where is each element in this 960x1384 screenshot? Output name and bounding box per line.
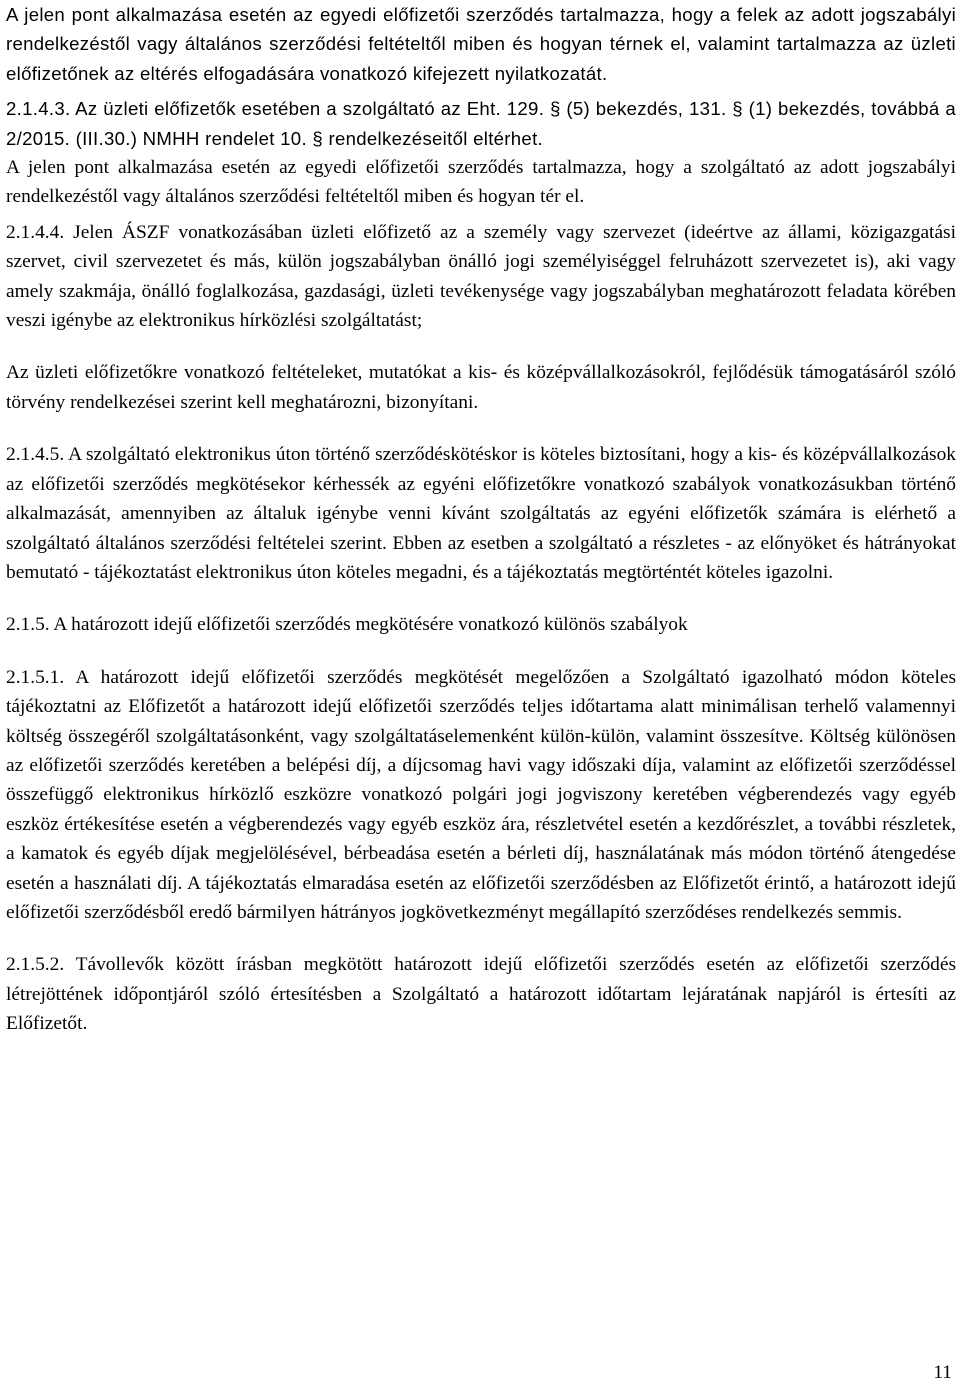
intro-paragraph: A jelen pont alkalmazása esetén az egyedi előfizetői szerződés tartalmazza, hogy a felek az adott jogszabályi rendelkezéstől vagy általános szerződési feltételtől miben és hogyan térnek el, valamint tartalmazza az üzleti előfizetőnek az eltérés elfogadására vonatkozó kifejezett nyilatkozatát. (6, 4, 956, 84)
document-page (6, 0, 956, 1039)
section-2-1-4-3-paragraph: A jelen pont alkalmazása esetén az egyedi előfizetői szerződés tartalmazza, hogy a szolgáltató az adott jogszabályi rendelkezéstől vagy általános szerződési feltételtől miben és hogyan tér el. (6, 157, 956, 208)
section-2-1-5-1-paragraph: 2.1.5.1. A határozott idejű előfizetői szerződés megkötését megelőzően a Szolgáltató igazolható módon köteles tájékoztatni az Előfizetőt a határozott idejű előfizetői szerződés teljes időtartama alatt minimálisan terhelő valamennyi költség összegéről szolgáltatásonként, vagy szolgáltatáselemenként külön-külön, valamint összesítve. Költség különösen az előfizetői szerződés keretében a belépési díj, a díjcsomag havi vagy időszaki díja, valamint az előfizetői szerződéssel összefüggő elektronikus hírközlő eszközre vonatkozó polgári jogi jogviszony keretében végberendezés vagy egyéb eszköz értékesítése esetén a végberendezés vagy egyéb eszköz ára, részletvétel esetén a kezdőrészlet, a további részletek, a kamatok és egyéb díjak megjelölésével, bérbeadása esetén a bérleti díj, használatának más módon történő átengedése esetén a használati díj. A tájékoztatás elmaradása esetén az előfizetői szerződésben az Előfizetőt érintő, a határozott idejű előfizetői szerződésből eredő bármilyen hátrányos jogkövetkezményt megállapító szerződéses rendelkezés semmis. (6, 666, 956, 923)
section-2-1-5-2-paragraph: 2.1.5.2. Távollevők között írásban megkötött határozott idejű előfizetői szerződés esetén az előfizetői szerződés létrejöttének időpontjáról szóló értesítésben a Szolgáltató a határozott időtartam lejáratának napjáról is értesíti az Előfizetőt. (6, 954, 956, 1035)
page-number: 11 (933, 1362, 952, 1383)
section-2-1-4-5-paragraph: 2.1.4.5. A szolgáltató elektronikus úton történő szerződéskötéskor is köteles biztosítani, hogy a kis- és középvállalkozások az előfizetői szerződés megkötésekor kérhessék az egyéni előfizetőkre vonatkozó szabályok vonatkozásukban történő alkalmazását, amennyiben az általuk igénybe venni kívánt szolgáltatás az egyéni előfizetők számára is elérhető a szolgáltató általános szerződési feltételei szerint. Ebben az esetben a szolgáltató a részletes - az előnyöket és hátrányokat bemutató - tájékoztatást elektronikus úton köteles megadni, és a tájékoztatás megtörténtét köteles igazolni. (6, 444, 956, 583)
section-2-1-5-heading: 2.1.5. A határozott idejű előfizetői szerződés megkötésére vonatkozó különös szabályok (6, 614, 688, 636)
section-2-1-4-3-heading: 2.1.4.3. Az üzleti előfizetők esetében a szolgáltató az Eht. 129. § (5) bekezdés, 131. § (1) bekezdés, továbbá a 2/2015. (III.30.) NMHH rendelet 10. § rendelkezéseitől eltérhet. (6, 98, 956, 149)
section-2-1-4-4-note-paragraph: Az üzleti előfizetőkre vonatkozó feltételeket, mutatókat a kis- és középvállalkozásokról, fejlődésük támogatásáról szóló törvény rendelkezései szerint kell meghatározni, bizonyítani. (6, 362, 956, 413)
section-2-1-4-4-paragraph: 2.1.4.4. Jelen ÁSZF vonatkozásában üzleti előfizető az a személy vagy szervezet (ideértve az állami, közigazgatási szervet, civil szervezetet és más, külön jogszabályban önálló jogi személyiséggel felruházott szervezetet is), aki vagy amely szakmája, önálló foglalkozása, gazdasági, üzleti tevékenysége vagy jogszabályban meghatározott feladata körében veszi igénybe az elektronikus hírközlési szolgáltatást; (6, 221, 956, 332)
